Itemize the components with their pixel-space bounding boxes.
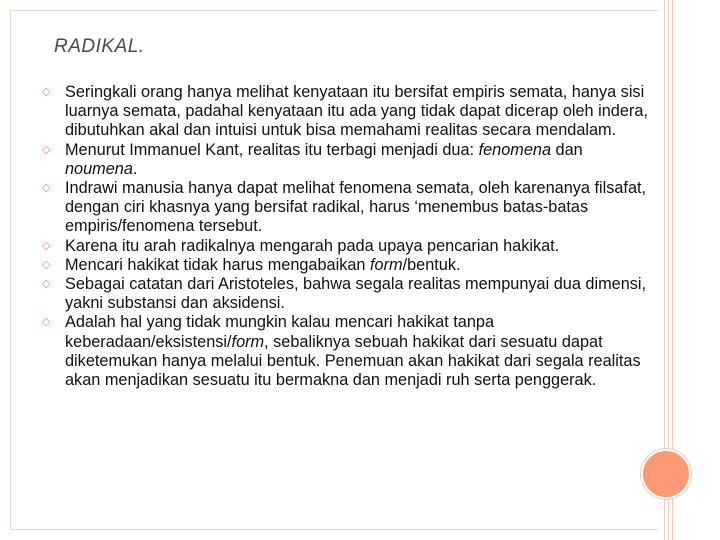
list-item [42,313,652,390]
emphasis-text: fenomena [478,140,552,159]
list-item-text: Menurut Immanuel Kant, realitas itu terbagi menjadi dua: fenomena dan noumena. [65,140,583,178]
list-item [42,275,652,313]
list-item [42,179,652,237]
decorative-circle [641,449,691,499]
list-item-text: Adalah hal yang tidak mungkin kalau mencari hakikat tanpa keberadaan/eksistensi/form, sebaliknya sebuah hakikat dari sesuatu dapat diketemukan hanya melalui bentuk. Penemuan akan hakikat dari segala realitas akan menjadikan sesuatu itu bermakna dan menjadi ruh serta penggerak. [65,313,641,390]
emphasis-text: form [370,255,403,274]
hollow-diamond-icon: ◇ [42,86,51,98]
hollow-diamond-icon: ◇ [42,258,51,271]
emphasis-text: noumena [65,159,133,178]
hollow-diamond-icon: ◇ [42,143,51,156]
list-item [42,237,652,256]
list-item-text: Sebagai catatan dari Aristoteles, bahwa segala realitas mempunyai dua dimensi, yakni substansi dan aksidensi. [65,275,647,313]
list-item-text: Seringkali orang hanya melihat kenyataan itu bersifat empiris semata, hanya sisi luarnya semata, padahal kenyataan itu ada yang tidak dapat dicerap oleh indera, dibutuhkan akal dan intuisi untuk bisa memahami realitas secara mendalam. [65,83,648,140]
list-item [42,141,652,179]
hollow-diamond-icon: ◇ [42,182,51,195]
list-item [42,256,652,275]
list-item-text: Indrawi manusia hanya dapat melihat fenomena semata, oleh karenanya filsafat, dengan ciri khasnya yang bersifat radikal, harus ‘menembus batas-batas empiris/fenomena tersebut. [65,179,647,236]
list-item-text: Karena itu arah radikalnya mengarah pada upaya pencarian hakikat. [65,236,560,255]
slide-title: RADIKAL. [54,36,145,57]
hollow-diamond-icon: ◇ [42,239,51,252]
bullet-list [42,83,652,390]
emphasis-text: form [231,332,265,351]
hollow-diamond-icon: ◇ [42,316,51,329]
list-item [42,83,652,141]
hollow-diamond-icon: ◇ [42,278,51,291]
list-item-text: Mencari hakikat tidak harus mengabaikan form/bentuk. [65,255,461,274]
